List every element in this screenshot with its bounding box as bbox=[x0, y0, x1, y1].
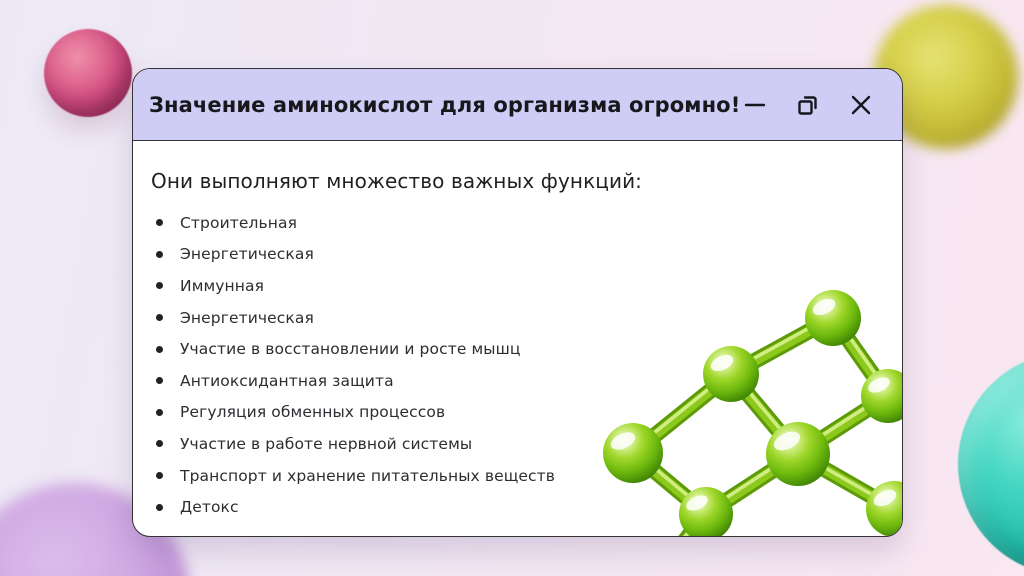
window-controls bbox=[742, 92, 874, 118]
functions-heading: Они выполняют множество важных функций: bbox=[151, 169, 643, 193]
window-title: Значение аминокислот для организма огромно! bbox=[149, 92, 741, 117]
list-item-label: Транспорт и хранение питательных веществ bbox=[180, 466, 556, 485]
list-item-label: Антиоксидантная защита bbox=[180, 371, 394, 390]
bullet-icon bbox=[156, 251, 163, 258]
list-item bbox=[151, 365, 884, 397]
list-item bbox=[151, 333, 884, 365]
restore-icon bbox=[795, 92, 821, 118]
bullet-icon bbox=[156, 504, 163, 511]
list-item bbox=[151, 397, 884, 429]
list-item-label: Участие в восстановлении и росте мышц bbox=[180, 340, 521, 359]
list-item bbox=[151, 302, 884, 334]
list-item-label: Иммунная bbox=[180, 276, 265, 295]
bullet-icon bbox=[156, 440, 163, 447]
list-item-label: Регуляция обменных процессов bbox=[180, 403, 446, 422]
bullet-icon bbox=[156, 472, 163, 479]
list-item-label: Энергетическая bbox=[180, 245, 314, 264]
bullet-icon bbox=[156, 409, 163, 416]
list-item bbox=[151, 239, 884, 271]
minimize-button[interactable] bbox=[742, 92, 768, 118]
pink-sphere-decor bbox=[44, 29, 132, 117]
restore-button[interactable] bbox=[795, 92, 821, 118]
list-item-label: Участие в работе нервной системы bbox=[180, 434, 473, 453]
functions-list bbox=[151, 207, 884, 523]
window-titlebar bbox=[133, 69, 902, 141]
close-icon bbox=[849, 93, 873, 117]
close-button[interactable] bbox=[848, 92, 874, 118]
list-item bbox=[151, 491, 884, 523]
list-item-label: Детокс bbox=[180, 498, 239, 517]
bullet-icon bbox=[156, 377, 163, 384]
bullet-icon bbox=[156, 346, 163, 353]
bullet-icon bbox=[156, 282, 163, 289]
bullet-icon bbox=[156, 219, 163, 226]
list-item-label: Энергетическая bbox=[180, 308, 314, 327]
list-item-label: Строительная bbox=[180, 213, 298, 232]
list-item bbox=[151, 207, 884, 239]
window-content bbox=[133, 141, 902, 523]
list-item bbox=[151, 460, 884, 492]
bullet-icon bbox=[156, 314, 163, 321]
list-item bbox=[151, 428, 884, 460]
teal-sphere-decor bbox=[958, 352, 1024, 576]
minimize-icon bbox=[743, 93, 767, 117]
amino-acids-window bbox=[132, 68, 903, 537]
list-item bbox=[151, 270, 884, 302]
